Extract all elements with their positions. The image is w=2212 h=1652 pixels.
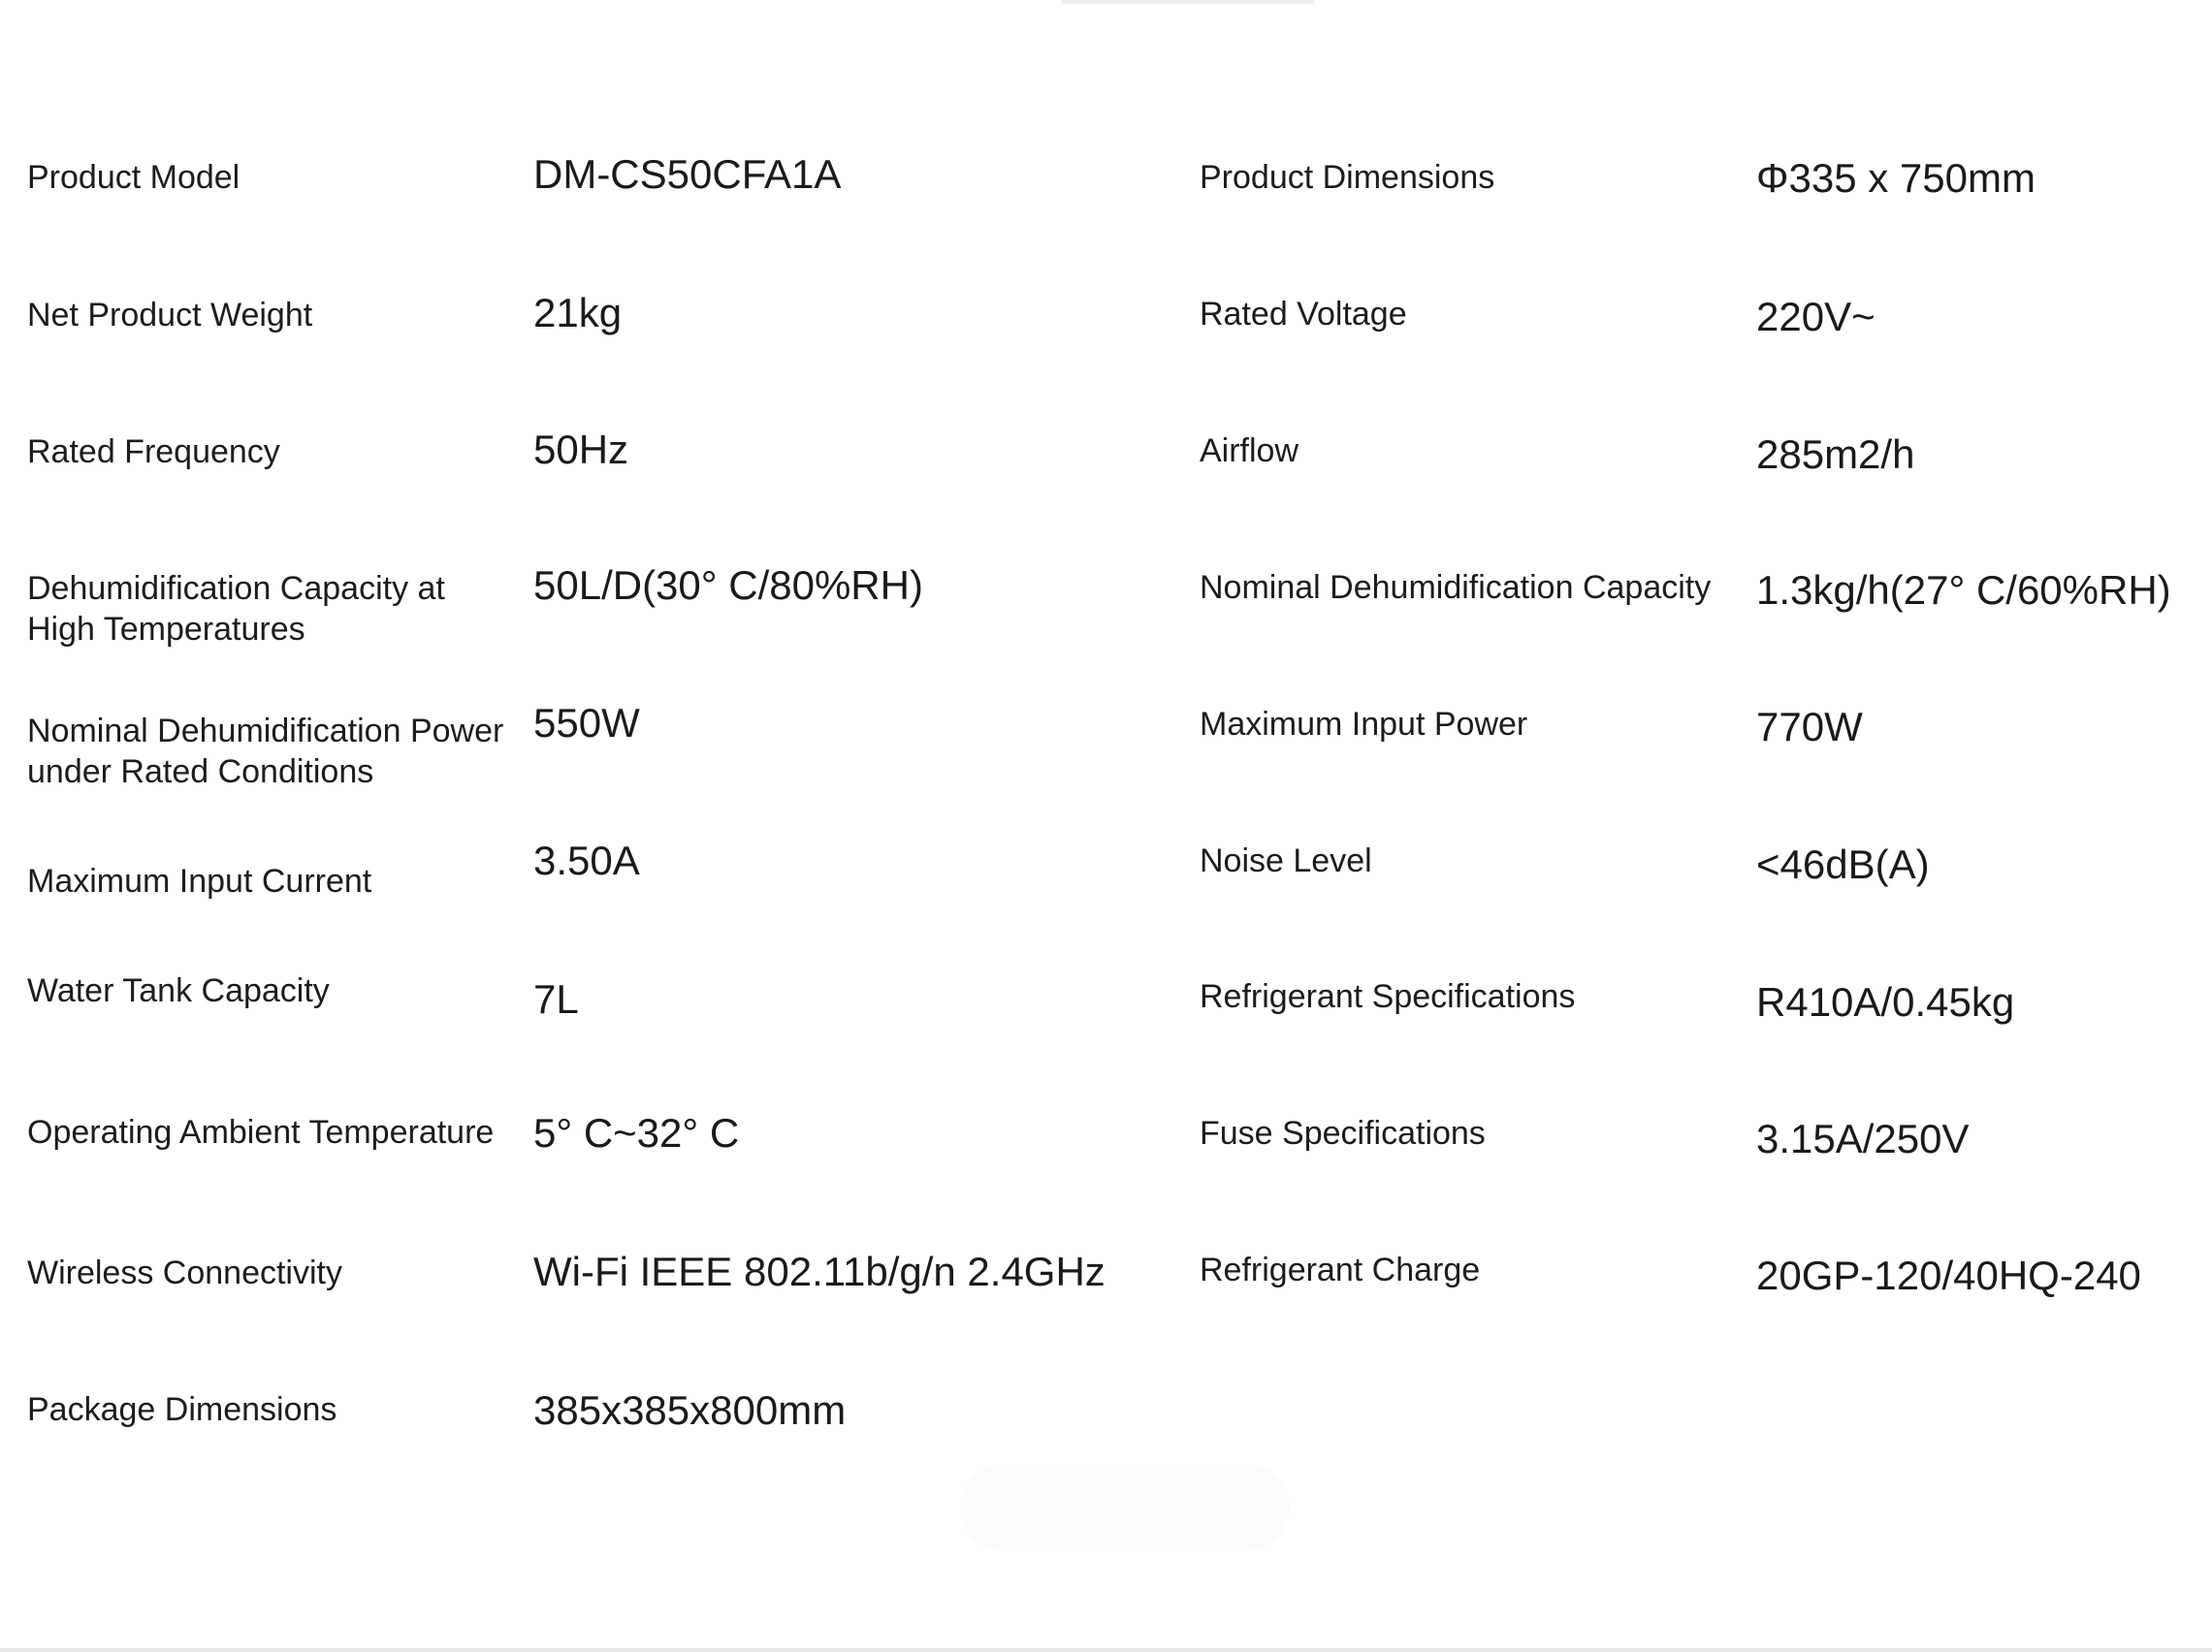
decorative-top-mark: [1062, 0, 1314, 4]
spec-label-product-dimensions: Product Dimensions: [1200, 159, 1495, 196]
spec-value-airflow: 285m2/h: [1756, 431, 1915, 477]
spec-label-noise-level: Noise Level: [1200, 842, 1372, 879]
spec-label-airflow: Airflow: [1200, 432, 1299, 469]
spec-value-refrigerant-specifications: R410A/0.45kg: [1756, 979, 2015, 1025]
spec-label-package-dimensions: Package Dimensions: [27, 1391, 337, 1428]
spec-label-maximum-input-power: Maximum Input Power: [1200, 706, 1528, 743]
spec-label-nominal-dehumidification-power: Nominal Dehumidification Power under Rated Conditions: [27, 713, 504, 790]
spec-value-operating-ambient-temperature: 5° C~32° C: [533, 1110, 740, 1156]
spec-label-refrigerant-specifications: Refrigerant Specifications: [1200, 978, 1576, 1015]
spec-label-wireless-connectivity: Wireless Connectivity: [27, 1255, 342, 1291]
spec-value-refrigerant-charge: 20GP-120/40HQ-240: [1756, 1253, 2141, 1298]
spec-label-maximum-input-current: Maximum Input Current: [27, 863, 372, 900]
spec-value-nominal-dehumidification-capacity: 1.3kg/h(27° C/60%RH): [1756, 567, 2171, 613]
spec-value-product-model: DM-CS50CFA1A: [533, 151, 842, 197]
spec-value-noise-level: <46dB(A): [1756, 842, 1930, 887]
spec-value-rated-frequency: 50Hz: [533, 427, 629, 472]
spec-value-product-dimensions: Φ335 x 750mm: [1756, 155, 2036, 201]
spec-value-fuse-specifications: 3.15A/250V: [1756, 1116, 1970, 1161]
spec-label-rated-frequency: Rated Frequency: [27, 433, 280, 470]
spec-value-maximum-input-power: 770W: [1756, 704, 1863, 749]
spec-label-refrigerant-charge: Refrigerant Charge: [1200, 1252, 1481, 1288]
spec-label-fuse-specifications: Fuse Specifications: [1200, 1115, 1486, 1152]
spec-value-net-product-weight: 21kg: [533, 290, 623, 335]
spec-label-operating-ambient-temperature: Operating Ambient Temperature: [27, 1114, 495, 1151]
spec-label-water-tank-capacity: Water Tank Capacity: [27, 972, 330, 1009]
spec-value-water-tank-capacity: 7L: [533, 976, 579, 1022]
spec-label-nominal-dehumidification-capacity: Nominal Dehumidification Capacity: [1200, 569, 1712, 606]
spec-label-rated-voltage: Rated Voltage: [1200, 296, 1407, 333]
spec-value-dehumidification-capacity-high-temp: 50L/D(30° C/80%RH): [533, 562, 923, 608]
spec-value-maximum-input-current: 3.50A: [533, 838, 640, 883]
bottom-divider: [0, 1648, 2212, 1652]
spec-label-product-model: Product Model: [27, 159, 240, 196]
spec-value-nominal-dehumidification-power: 550W: [533, 700, 640, 746]
spec-value-rated-voltage: 220V~: [1756, 294, 1875, 339]
spec-value-package-dimensions: 385x385x800mm: [533, 1387, 847, 1433]
spec-label-net-product-weight: Net Product Weight: [27, 297, 313, 334]
spec-value-wireless-connectivity: Wi-Fi IEEE 802.11b/g/n 2.4GHz: [533, 1249, 1106, 1294]
faint-watermark: [960, 1464, 1290, 1551]
spec-label-dehumidification-capacity-high-temp: Dehumidification Capacity at High Temperatures: [27, 570, 445, 648]
